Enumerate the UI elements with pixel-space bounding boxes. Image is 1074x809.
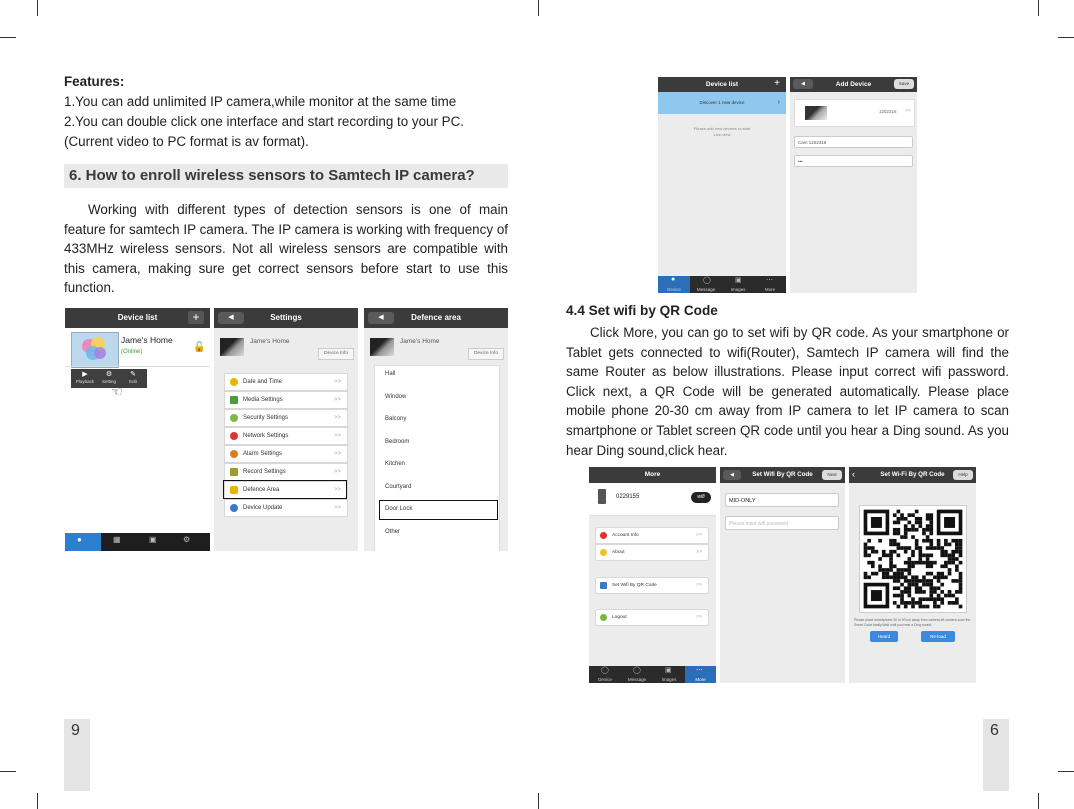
tab-bar: [658, 276, 786, 293]
hint-line-2: Live-view: [713, 132, 731, 137]
page-number: 6: [983, 719, 1009, 791]
title: Defence area: [411, 313, 461, 322]
folder-icon: [230, 468, 238, 476]
qr-hint: Please place smartphone 20 to 30 cm away from camera,let camera scan the Smart Code finally,Wait until you hear a Ding sound.: [854, 618, 971, 627]
setting-label[interactable]: Setting: [101, 379, 116, 384]
back-button[interactable]: ◀: [368, 312, 394, 324]
section-heading: 6. How to enroll wireless sensors to Samtech IP camera?: [64, 164, 508, 188]
screenshot-settings: [214, 308, 358, 551]
camera-thumbnail: [370, 338, 394, 356]
tab-label-images: Images: [661, 677, 677, 682]
person-icon: ●: [671, 276, 676, 283]
page-number: 9: [64, 719, 90, 791]
playback-label[interactable]: Playback: [75, 379, 95, 384]
tab-label-message: Message: [627, 677, 647, 682]
features-line-3: (Current video to PC format is av format).: [64, 134, 309, 149]
section-heading: 4.4 Set wifi by QR Code: [566, 303, 718, 318]
more-row-account-info[interactable]: Account Info >>: [595, 527, 709, 544]
add-device-button[interactable]: +: [774, 78, 780, 89]
settings-row-alarm[interactable]: Alarm Settings >>: [224, 445, 348, 463]
person-icon: ●: [77, 535, 82, 544]
person-icon: [230, 504, 238, 512]
more-row-logout[interactable]: Logout >>: [595, 609, 709, 626]
back-button[interactable]: ◀: [793, 79, 813, 89]
title-bar: Set Wifi By QR Code: [720, 467, 845, 483]
screenshot-qr-code: [849, 467, 976, 683]
phone-icon: [598, 489, 606, 504]
heard-button[interactable]: Heard: [870, 631, 898, 642]
ssid-field[interactable]: MID-ONLY: [725, 493, 839, 507]
device-action-bar: [71, 369, 147, 388]
grid-icon[interactable]: ▦: [113, 535, 121, 544]
settings-row-date-time[interactable]: Date and Time >>: [224, 373, 348, 391]
section-body: Working with different types of detection sensors is one of main feature for samtech IP camera. The IP camera is working with frequency of 433MHz wireless sensors. Not all wireless sensors are compatible with this camera, making sure get correct sensors before start to use this function.: [64, 202, 508, 296]
next-button[interactable]: Next: [822, 470, 842, 480]
screenshot-add-device: [790, 77, 917, 293]
tab-label-more: More: [764, 287, 776, 292]
save-button[interactable]: Save: [894, 79, 914, 89]
crop-mark: [37, 793, 38, 809]
discover-banner[interactable]: Discover 1 new device ›: [658, 92, 786, 114]
edit-label[interactable]: Edit: [129, 379, 137, 384]
settings-row-device-update[interactable]: Device Update >>: [224, 499, 348, 517]
tab-label-message: Message: [696, 287, 716, 292]
more-icon: ⋯: [696, 667, 703, 674]
title-bar: Add Device: [790, 77, 917, 92]
settings-row-security[interactable]: Security Settings >>: [224, 409, 348, 427]
device-info-button[interactable]: Device Info: [468, 348, 504, 360]
star-icon: [600, 549, 607, 556]
tab-label-more: More: [695, 677, 706, 682]
title: Settings: [270, 313, 302, 322]
qr-code-frame: [859, 505, 967, 613]
features-line-1: 1.You can add unlimited IP camera,while monitor at the same time: [64, 94, 457, 109]
wifi-icon: wifi: [691, 492, 711, 503]
device-name: Jame's Home: [121, 335, 173, 345]
password-field[interactable]: •••: [794, 155, 913, 167]
pointer-hand-icon: ☜: [111, 384, 123, 399]
lock-icon: 🔓: [193, 342, 206, 353]
chevron-right-icon: ›: [777, 99, 780, 106]
device-name-field[interactable]: Cam 1202316: [794, 136, 913, 148]
defence-item-window[interactable]: Window: [385, 394, 407, 400]
features-title: Features:: [64, 74, 125, 89]
back-button[interactable]: ◀: [218, 312, 244, 324]
message-icon[interactable]: ◯: [703, 277, 711, 284]
screenshot-defence-area: [364, 308, 508, 551]
crop-mark: [538, 0, 539, 16]
tab-label-device: Device: [667, 287, 681, 292]
crop-mark: [1038, 0, 1039, 16]
crop-mark: [538, 793, 539, 809]
settings-row-defence-area[interactable]: Defence Area >>: [224, 481, 348, 499]
crop-mark: [37, 0, 38, 16]
add-device-button[interactable]: +: [188, 311, 204, 324]
defence-list: [374, 365, 500, 551]
more-row-about[interactable]: About >>: [595, 544, 709, 561]
edit-icon[interactable]: ✎: [130, 371, 136, 378]
device-card[interactable]: [794, 99, 915, 127]
logout-icon: [600, 614, 607, 621]
qr-code-image: [860, 506, 966, 612]
screenshot-device-list: [65, 308, 210, 551]
shield-icon: [230, 414, 238, 422]
playback-icon[interactable]: ▶: [82, 371, 88, 378]
defence-item-door-lock[interactable]: Door Lock: [385, 506, 413, 512]
person-icon[interactable]: ◯: [601, 667, 609, 674]
screenshot-set-wifi: [720, 467, 845, 683]
device-id: 1202316: [879, 109, 897, 114]
chevron-right-icon: >>: [905, 108, 911, 114]
gear-icon[interactable]: ⚙: [183, 535, 191, 544]
settings-row-media[interactable]: Media Settings >>: [224, 391, 348, 409]
crop-mark: [1038, 793, 1039, 809]
crop-mark: [0, 771, 16, 772]
network-icon: [230, 432, 238, 440]
defence-item-hall[interactable]: Hall: [385, 371, 396, 377]
tab-bar: [65, 533, 210, 551]
defence-item-kitchen[interactable]: Kitchen: [385, 461, 406, 467]
reload-button[interactable]: Re-load: [921, 631, 955, 642]
message-icon[interactable]: ◯: [633, 667, 641, 674]
crop-mark: [1058, 37, 1074, 38]
tab-device-active[interactable]: [65, 533, 101, 551]
hint-line-1: Please add new devices to start: [693, 126, 751, 131]
section-body: Click More, you can go to set wifi by QR code. As your smartphone or Tablet gets connected to wifi(Router), Samtech IP camera will find the same Router as below illustrations. Please input correct wifi password. Click next, a QR Code will be generated automatically. Please place mobile phone 20-30 cm away from IP camera to let IP camera to scan smartphone or Tablet screen QR code until you hear a Ding sound. As you hear Ding sound,click hear.: [566, 325, 1009, 458]
settings-row-network[interactable]: Network Settings >>: [224, 427, 348, 445]
title: Device list: [117, 313, 158, 322]
password-input[interactable]: Please input wifi password: [725, 516, 839, 530]
more-row-set-wifi-qr[interactable]: Set Wifi By QR Code >>: [595, 577, 709, 594]
tab-label-images: Images: [730, 287, 746, 292]
defence-item-bedroom[interactable]: Bedroom: [385, 439, 410, 445]
device-name: Jame's Home: [400, 338, 440, 345]
tab-label-device: Device: [598, 677, 612, 682]
device-info-button[interactable]: Device Info: [318, 348, 354, 360]
briefcase-icon[interactable]: ▣: [149, 535, 157, 544]
crop-mark: [1058, 771, 1074, 772]
camera-thumbnail: [805, 106, 827, 120]
help-button[interactable]: Help: [953, 470, 973, 480]
setting-icon[interactable]: ⚙: [105, 371, 113, 378]
alarm-icon: [230, 450, 238, 458]
title-bar: Device list: [658, 77, 786, 92]
defence-item-courtyard[interactable]: Courtyard: [385, 484, 412, 490]
media-icon: [230, 396, 238, 404]
settings-row-record[interactable]: Record Settings >>: [224, 463, 348, 481]
title-bar: More: [589, 467, 716, 483]
tab-bar: [589, 666, 716, 683]
chevron-left-icon[interactable]: ‹: [852, 469, 855, 479]
user-id: 0229155: [616, 494, 640, 500]
images-icon[interactable]: ▣: [665, 667, 672, 674]
crop-mark: [0, 37, 16, 38]
highlight-box: [223, 480, 347, 499]
screenshot-more: [589, 467, 716, 683]
device-thumbnail[interactable]: [71, 332, 119, 368]
clock-icon: [230, 378, 238, 386]
back-button[interactable]: ◀: [723, 470, 741, 480]
more-icon[interactable]: ⋯: [766, 277, 773, 284]
defence-item-balcony[interactable]: Balcony: [385, 416, 407, 422]
account-icon: [600, 532, 607, 539]
device-name: Jame's Home: [250, 338, 290, 345]
features-line-2: 2.You can double click one interface and start recording to your PC.: [64, 114, 464, 129]
account-header: [589, 483, 716, 516]
device-status: (Online): [121, 349, 143, 355]
qr-icon: [600, 582, 607, 589]
defence-item-other[interactable]: Other: [385, 529, 401, 535]
screenshot-device-list-discover: [658, 77, 786, 293]
images-icon[interactable]: ▣: [735, 277, 742, 284]
camera-thumbnail: [220, 338, 244, 356]
title-bar: Set Wi-Fi By QR Code: [849, 467, 976, 483]
